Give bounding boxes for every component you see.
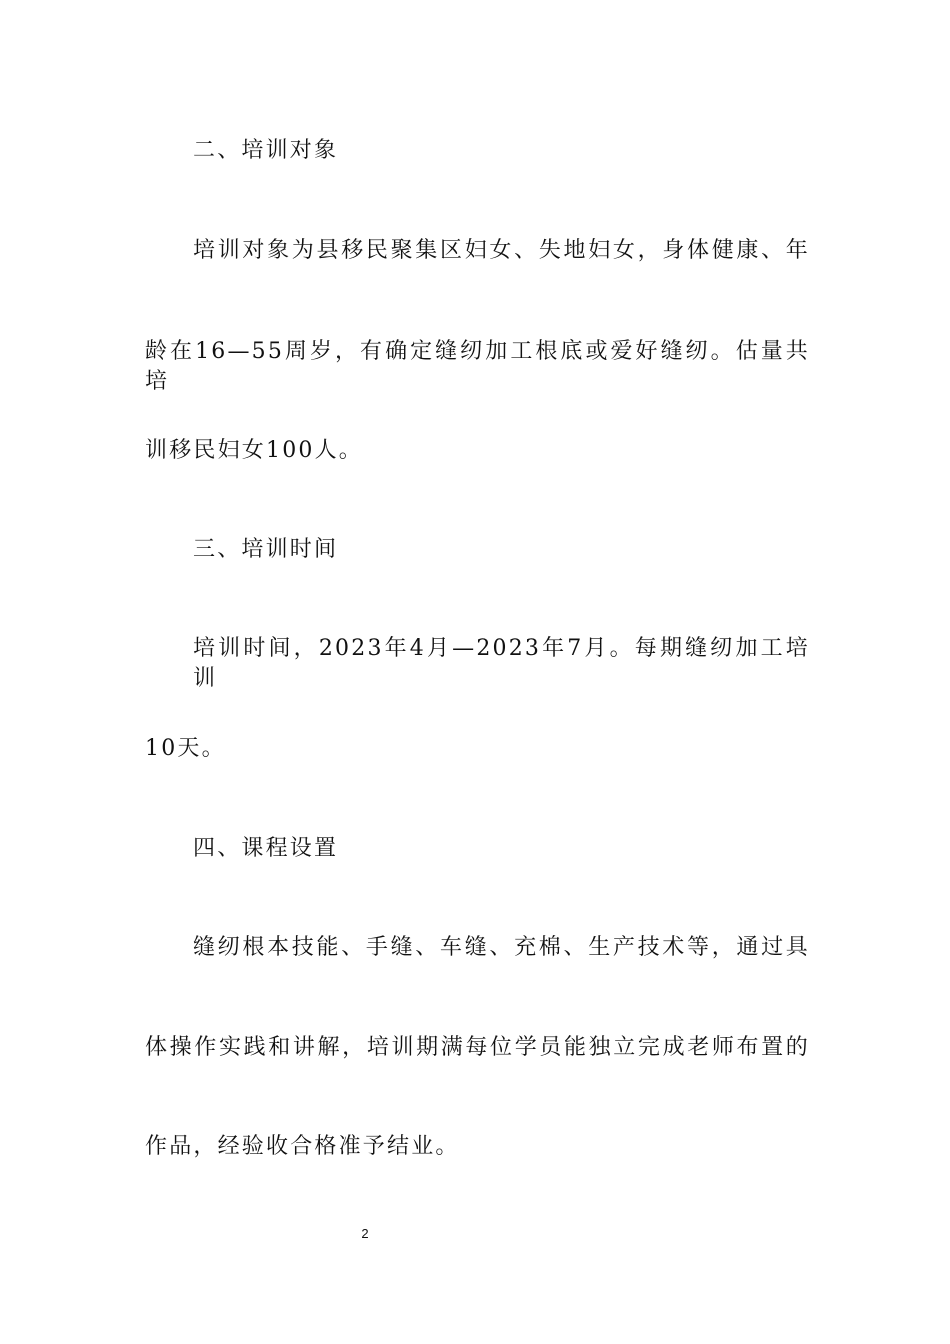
paragraph-line: 作品，经验收合格准予结业。	[145, 1134, 460, 1159]
section-heading: 四、课程设置	[193, 836, 339, 861]
paragraph-line: 训移民妇女100人。	[145, 438, 363, 463]
paragraph-line: 体操作实践和讲解，培训期满每位学员能独立完成老师布置的	[145, 1035, 810, 1060]
paragraph-line: 龄在16—55周岁，有确定缝纫加工根底或爱好缝纫。估量共培	[145, 339, 810, 394]
paragraph-line: 10天。	[145, 736, 226, 761]
section-heading: 三、培训时间	[193, 537, 339, 562]
page-number: 2	[361, 1226, 369, 1241]
paragraph-line: 培训对象为县移民聚集区妇女、失地妇女，身体健康、年	[193, 238, 810, 263]
paragraph-line: 培训时间，2023年4月—2023年7月。每期缝纫加工培训	[193, 636, 810, 691]
section-heading: 二、培训对象	[193, 138, 339, 163]
paragraph-line: 缝纫根本技能、手缝、车缝、充棉、生产技术等，通过具	[193, 935, 810, 960]
